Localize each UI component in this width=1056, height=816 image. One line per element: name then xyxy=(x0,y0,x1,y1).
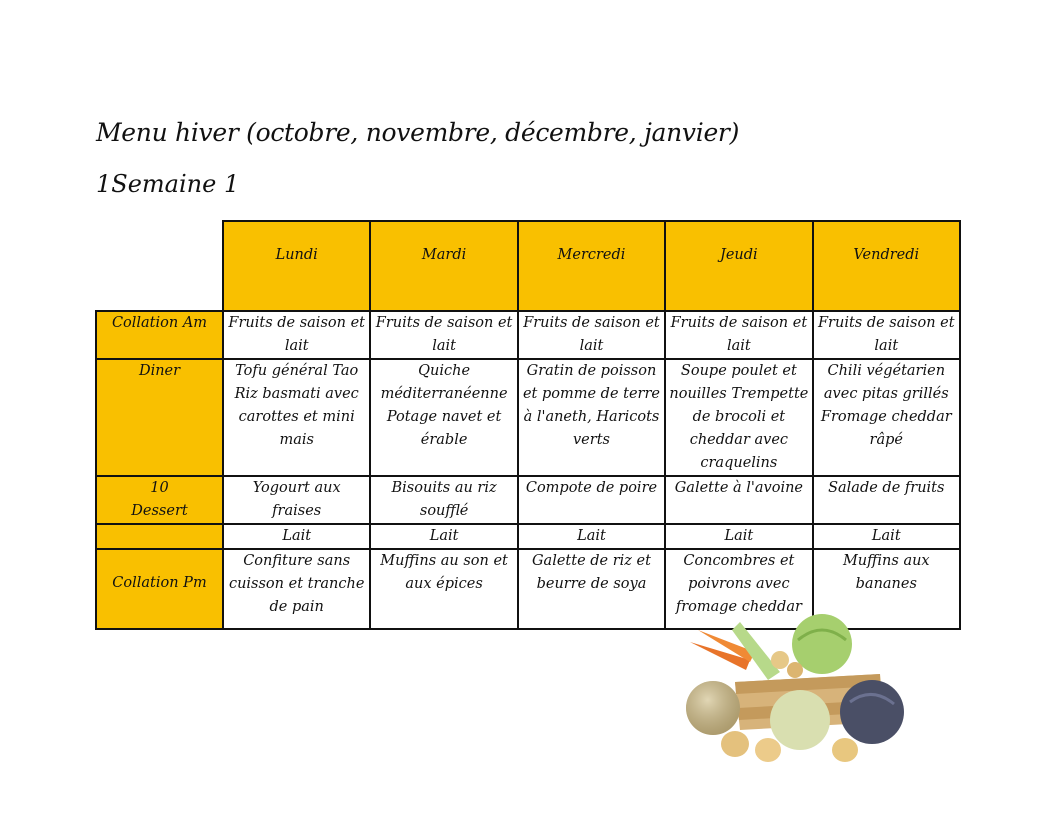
celeriac xyxy=(770,690,830,750)
menu-cell: Lait xyxy=(665,524,812,549)
menu-cell: Concombres et poivrons avec fromage cheddar xyxy=(665,549,812,629)
menu-table xyxy=(95,220,961,630)
day-header-mercredi: Mercredi xyxy=(518,221,665,311)
onion xyxy=(787,662,803,678)
row-label-dessert xyxy=(96,476,223,524)
menu-cell: Soupe poulet et nouilles Trempette de brocoli et cheddar avec craquelins xyxy=(665,359,812,476)
row-label-collation-am: Collation Am xyxy=(96,311,223,359)
page-title: Menu hiver (octobre, novembre, décembre, janvier) xyxy=(96,118,740,147)
vegetables-illustration xyxy=(680,612,910,772)
onion xyxy=(721,731,749,757)
menu-cell: Chili végétarien avec pitas grillés Fromage cheddar râpé xyxy=(813,359,960,476)
menu-cell: Lait xyxy=(813,524,960,549)
menu-cell: Bisouits au riz soufflé xyxy=(370,476,517,524)
menu-cell: Salade de fruits xyxy=(813,476,960,524)
menu-cell: Muffins au son et aux épices xyxy=(370,549,517,629)
menu-cell: Fruits de saison et lait xyxy=(813,311,960,359)
day-header-lundi: Lundi xyxy=(223,221,370,311)
menu-cell: Compote de poire xyxy=(518,476,665,524)
table-header-row xyxy=(96,221,960,311)
day-header-jeudi: Jeudi xyxy=(665,221,812,311)
row-label-diner: Diner xyxy=(96,359,223,476)
onion xyxy=(832,738,858,762)
menu-cell: Lait xyxy=(370,524,517,549)
menu-cell: Tofu général Tao Riz basmati avec carottes et mini mais xyxy=(223,359,370,476)
menu-cell: Gratin de poisson et pomme de terre à l'aneth, Haricots verts xyxy=(518,359,665,476)
onion xyxy=(771,651,789,669)
table-row xyxy=(96,476,960,524)
menu-cell: Lait xyxy=(223,524,370,549)
menu-cell: Fruits de saison et lait xyxy=(223,311,370,359)
table-row xyxy=(96,359,960,476)
page-subtitle: 1Semaine 1 xyxy=(96,170,240,198)
red-cabbage xyxy=(840,680,904,744)
menu-cell: Fruits de saison et lait xyxy=(370,311,517,359)
table-row xyxy=(96,311,960,359)
table-corner-cell xyxy=(96,221,223,311)
menu-cell: Fruits de saison et lait xyxy=(518,311,665,359)
day-header-mardi: Mardi xyxy=(370,221,517,311)
onion xyxy=(755,738,781,762)
menu-cell: Lait xyxy=(518,524,665,549)
menu-cell: Yogourt aux fraises xyxy=(223,476,370,524)
table-row xyxy=(96,524,960,549)
row-label-text: Dessert xyxy=(131,503,188,519)
menu-cell: Galette de riz et beurre de soya xyxy=(518,549,665,629)
menu-cell: Galette à l'avoine xyxy=(665,476,812,524)
menu-cell: Confiture sans cuisson et tranche de pain xyxy=(223,549,370,629)
menu-cell: Fruits de saison et lait xyxy=(665,311,812,359)
menu-cell: Quiche méditerranéenne Potage navet et érable xyxy=(370,359,517,476)
menu-cell: Muffins aux bananes xyxy=(813,549,960,629)
row-label-number: 10 xyxy=(150,480,169,496)
row-label-text: Collation Pm xyxy=(112,575,207,591)
row-label-collation-pm xyxy=(96,549,223,629)
day-header-vendredi: Vendredi xyxy=(813,221,960,311)
row-label-lait xyxy=(96,524,223,549)
